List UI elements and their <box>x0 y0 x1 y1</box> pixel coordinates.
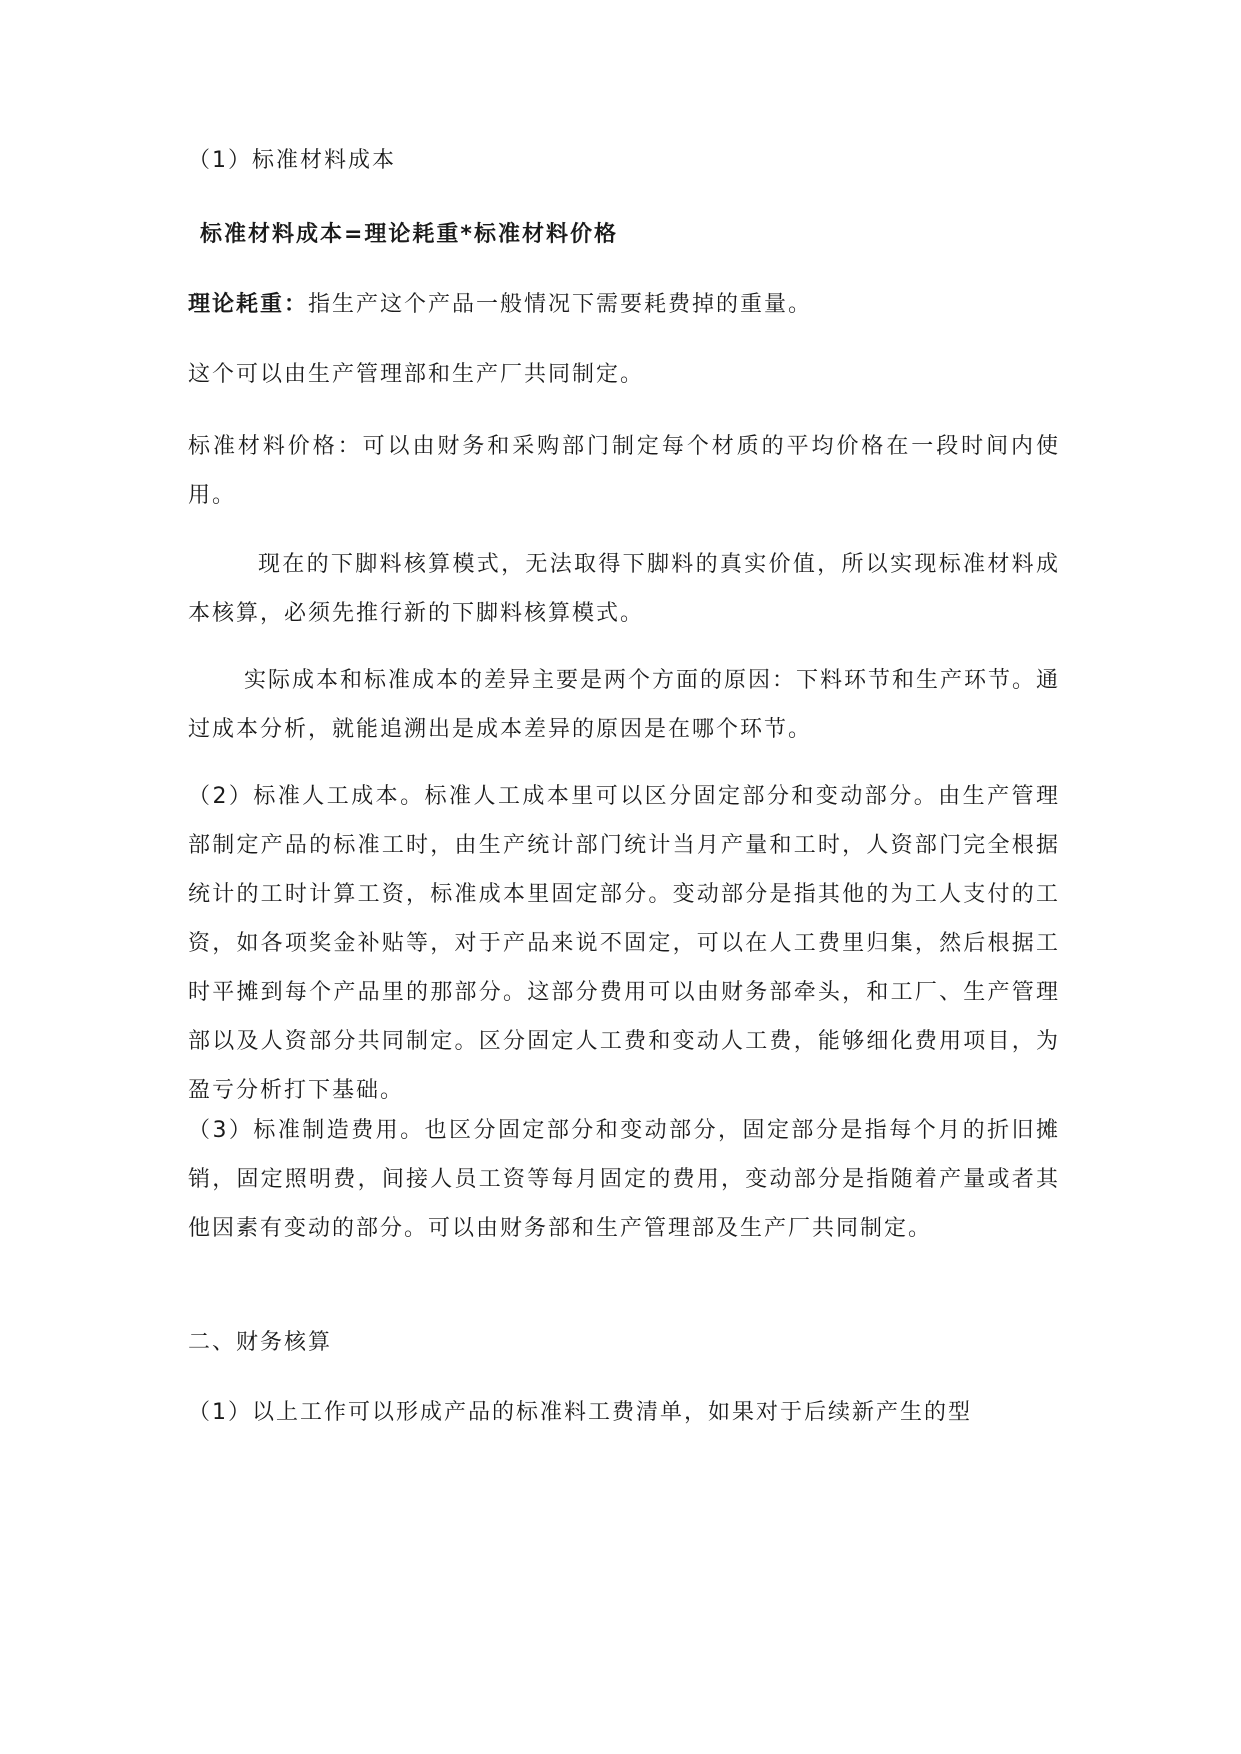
paragraph-standard-cost-list: （1）以上工作可以形成产品的标准料工费清单，如果对于后续新产生的型 <box>188 1400 972 1425</box>
paragraph-theoretical-weight <box>188 280 1060 329</box>
formula-standard-material-cost: 标准材料成本=理论耗重*标准材料价格 <box>200 222 618 247</box>
section-heading-standard-material-cost: （1）标准材料成本 <box>188 148 396 173</box>
paragraph-joint-formulation: 这个可以由生产管理部和生产厂共同制定。 <box>188 362 645 387</box>
paragraph-cost-variance: 实际成本和标准成本的差异主要是两个方面的原因：下料环节和生产环节。通过成本分析，就能追溯出是成本差异的原因是在哪个环节。 <box>188 668 1061 742</box>
paragraph-scrap-accounting: 现在的下脚料核算模式，无法取得下脚料的真实价值，所以实现标准材料成本核算，必须先推行新的下脚料核算模式。 <box>188 552 1060 626</box>
paragraph-standard-labor-cost: （2）标准人工成本。标准人工成本里可以区分固定部分和变动部分。由生产管理部制定产品的标准工时，由生产统计部门统计当月产量和工时，人资部门完全根据统计的工时计算工资，标准成本里固定部分。变动部分是指其他的为工人支付的工资，如各项奖金补贴等，对于产品来说不固定，可以在人工费里归集，然后根据工时平摊到每个产品里的那部分。这部分费用可以由财务部牵头，和工厂、生产管理部以及人资部分共同制定。区分固定人工费和变动人工费，能够细化费用项目，为盈亏分析打下基础。 <box>188 784 1060 1103</box>
term-theoretical-weight: 理论耗重： <box>188 292 309 317</box>
paragraph-standard-material-price: 标准材料价格：可以由财务和采购部门制定每个材质的平均价格在一段时间内使用。 <box>188 434 1060 508</box>
section-heading-financial-accounting: 二、财务核算 <box>188 1330 333 1355</box>
definition-theoretical-weight: 指生产这个产品一般情况下需要耗费掉的重量。 <box>308 292 813 317</box>
paragraph-standard-manufacturing-overhead: （3）标准制造费用。也区分固定部分和变动部分，固定部分是指每个月的折旧摊销，固定照明费，间接人员工资等每月固定的费用，变动部分是指随着产量或者其他因素有变动的部分。可以由财务部和生产管理部及生产厂共同制定。 <box>188 1118 1060 1241</box>
